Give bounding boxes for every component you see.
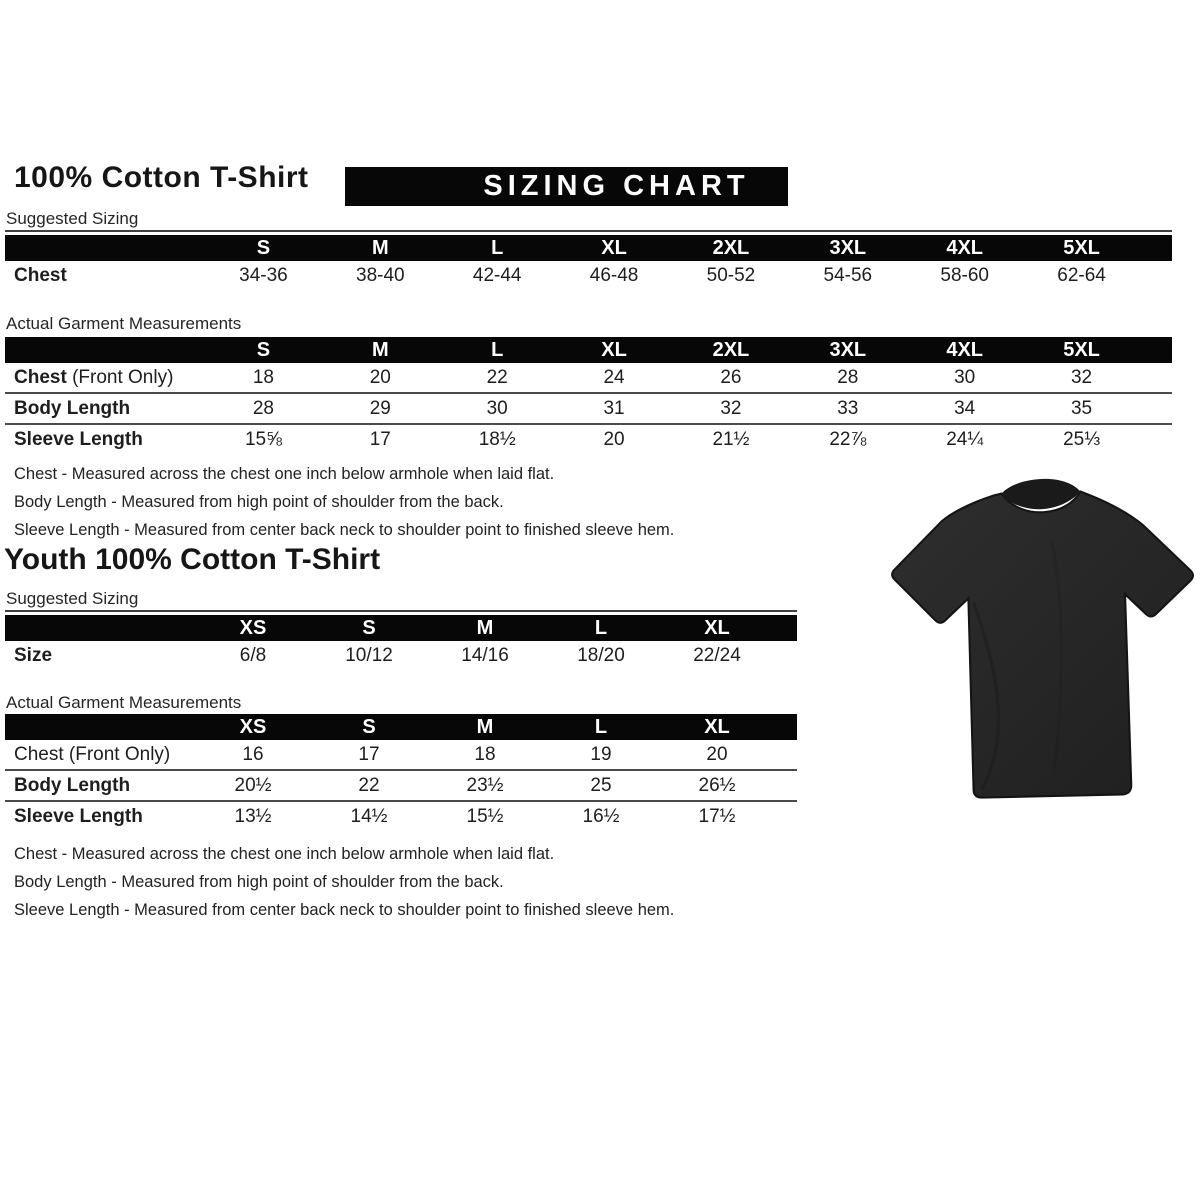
measurement-cell: 54-56	[823, 264, 873, 286]
measurement-cell: 58-60	[940, 264, 989, 286]
row-label: Size	[14, 644, 53, 666]
row-label: Sleeve Length	[5, 801, 195, 831]
size-column-header: 2XL	[673, 337, 790, 363]
measurement-cell: 29	[322, 393, 439, 424]
note-line: Body Length - Measured from high point of shoulder from the back.	[14, 873, 504, 891]
table-top-rule	[5, 610, 797, 612]
measurement-cell: 22⅞	[789, 424, 906, 454]
note-line: Body Length - Measured from high point of shoulder from the back.	[14, 493, 504, 511]
cell-filler	[775, 740, 797, 770]
column-header-empty	[5, 337, 205, 363]
measurement-cell: 32	[673, 393, 790, 424]
column-header-empty	[5, 235, 205, 261]
adult-actual-measurements-label: Actual Garment Measurements	[6, 314, 242, 333]
measurement-cell: 16½	[543, 801, 659, 831]
measurement-cell: 20	[706, 743, 728, 765]
cell-filler	[1140, 393, 1172, 424]
sizing-chart-banner: SIZING CHART	[345, 167, 788, 206]
measurement-cell: 23½	[427, 770, 543, 801]
cell-filler	[775, 641, 797, 670]
measurement-cell: 14/16	[461, 644, 509, 666]
measurement-cell: 38-40	[356, 264, 405, 286]
sizing-table	[5, 337, 1172, 454]
row-label: Chest (Front Only)	[14, 743, 171, 765]
table-row	[5, 363, 1172, 393]
tshirt-product-image	[885, 478, 1197, 815]
size-column-header: XL	[659, 714, 775, 740]
measurement-cell: 34	[906, 393, 1023, 424]
size-column-header: XS	[195, 615, 311, 641]
note-line: Chest - Measured across the chest one inch below armhole when laid flat.	[14, 465, 555, 483]
size-column-header: S	[311, 615, 427, 641]
column-header-filler	[775, 714, 797, 740]
measurement-cell: 33	[789, 393, 906, 424]
measurement-cell: 21½	[673, 424, 790, 454]
measurement-cell: 10/12	[345, 644, 393, 666]
size-column-header: 4XL	[906, 337, 1023, 363]
table-top-rule	[5, 230, 1172, 232]
measurement-cell: 17	[322, 424, 439, 454]
measurement-cell: 31	[556, 393, 673, 424]
adult-measurement-notes	[14, 460, 674, 544]
table-row	[5, 393, 1172, 424]
row-label: Chest	[14, 264, 67, 286]
size-column-header: XS	[195, 714, 311, 740]
measurement-cell: 26½	[659, 770, 775, 801]
measurement-cell: 34-36	[239, 264, 288, 286]
size-column-header: 5XL	[1023, 235, 1140, 261]
size-column-header: S	[311, 714, 427, 740]
table-row	[5, 801, 797, 831]
measurement-cell: 46-48	[589, 264, 639, 286]
size-column-header: L	[543, 615, 659, 641]
cell-filler	[775, 770, 797, 801]
measurement-cell: 30	[954, 366, 976, 388]
note-line: Sleeve Length - Measured from center back neck to shoulder point to finished sleeve hem.	[14, 521, 675, 539]
sizing-table	[5, 714, 797, 831]
measurement-cell: 22/24	[693, 644, 741, 666]
measurement-cell: 13½	[195, 801, 311, 831]
size-column-header: 4XL	[906, 235, 1023, 261]
adult-suggested-sizing-label: Suggested Sizing	[6, 209, 139, 228]
measurement-cell: 18½	[439, 424, 556, 454]
size-column-header: XL	[556, 235, 673, 261]
measurement-cell: 24	[603, 366, 625, 388]
measurement-cell: 22	[486, 366, 508, 388]
measurement-cell: 25	[543, 770, 659, 801]
cell-filler	[1140, 363, 1172, 393]
measurement-cell: 25⅓	[1023, 424, 1140, 454]
measurement-cell: 28	[205, 393, 322, 424]
measurement-cell: 20	[369, 366, 391, 388]
size-column-header: 3XL	[789, 235, 906, 261]
measurement-cell: 20½	[195, 770, 311, 801]
measurement-cell: 16	[242, 743, 264, 765]
table-row	[5, 261, 1172, 290]
measurement-cell: 35	[1023, 393, 1140, 424]
measurement-cell: 28	[837, 366, 859, 388]
sizing-table	[5, 235, 1172, 290]
row-label: Chest (Front Only)	[14, 366, 174, 388]
measurement-cell: 50-52	[706, 264, 756, 286]
column-header-empty	[5, 615, 195, 641]
note-line: Chest - Measured across the chest one inch below armhole when laid flat.	[14, 845, 555, 863]
measurement-cell: 62-64	[1057, 264, 1106, 286]
size-column-header: S	[205, 337, 322, 363]
youth-suggested-sizing-label: Suggested Sizing	[6, 589, 139, 608]
tshirt-shape	[892, 479, 1193, 798]
size-column-header: M	[427, 714, 543, 740]
cell-filler	[1140, 261, 1172, 290]
measurement-cell: 17½	[659, 801, 775, 831]
adult-suggested-sizing-table	[5, 230, 1172, 290]
measurement-cell: 19	[590, 743, 612, 765]
table-row	[5, 770, 797, 801]
table-row	[5, 740, 797, 770]
measurement-cell: 20	[556, 424, 673, 454]
note-line: Sleeve Length - Measured from center back neck to shoulder point to finished sleeve hem.	[14, 901, 675, 919]
size-column-header: 2XL	[673, 235, 790, 261]
size-column-header: XL	[659, 615, 775, 641]
measurement-cell: 18/20	[577, 644, 625, 666]
table-row	[5, 424, 1172, 454]
youth-measurement-notes	[14, 840, 674, 924]
measurement-cell: 18	[474, 743, 496, 765]
measurement-cell: 14½	[311, 801, 427, 831]
youth-suggested-sizing-table	[5, 610, 797, 670]
size-column-header: L	[439, 235, 556, 261]
column-header-filler	[1140, 337, 1172, 363]
measurement-cell: 26	[720, 366, 742, 388]
size-column-header: 3XL	[789, 337, 906, 363]
measurement-cell: 6/8	[239, 644, 267, 666]
measurement-cell: 17	[358, 743, 380, 765]
size-column-header: 5XL	[1023, 337, 1140, 363]
row-label: Body Length	[5, 770, 195, 801]
column-header-filler	[1140, 235, 1172, 261]
row-label: Body Length	[5, 393, 205, 424]
size-column-header: L	[543, 714, 659, 740]
measurement-cell: 24¼	[906, 424, 1023, 454]
cell-filler	[775, 801, 797, 831]
measurement-cell: 15½	[427, 801, 543, 831]
sizing-table	[5, 615, 797, 670]
size-column-header: L	[439, 337, 556, 363]
measurement-cell: 18	[252, 366, 274, 388]
measurement-cell: 42-44	[472, 264, 522, 286]
measurement-cell: 30	[439, 393, 556, 424]
size-column-header: M	[322, 337, 439, 363]
column-header-empty	[5, 714, 195, 740]
table-row	[5, 641, 797, 670]
cell-filler	[1140, 424, 1172, 454]
youth-actual-measurements-label: Actual Garment Measurements	[6, 693, 242, 712]
size-column-header: XL	[556, 337, 673, 363]
adult-actual-measurements-table	[5, 337, 1172, 454]
size-column-header: S	[205, 235, 322, 261]
column-header-filler	[775, 615, 797, 641]
row-label: Sleeve Length	[5, 424, 205, 454]
size-column-header: M	[322, 235, 439, 261]
page-title: 100% Cotton T-Shirt	[14, 161, 309, 194]
size-column-header: M	[427, 615, 543, 641]
youth-actual-measurements-table	[5, 714, 797, 831]
youth-section-title: Youth 100% Cotton T-Shirt	[4, 543, 381, 576]
measurement-cell: 15⅝	[205, 424, 322, 454]
measurement-cell: 32	[1070, 366, 1093, 388]
measurement-cell: 22	[311, 770, 427, 801]
